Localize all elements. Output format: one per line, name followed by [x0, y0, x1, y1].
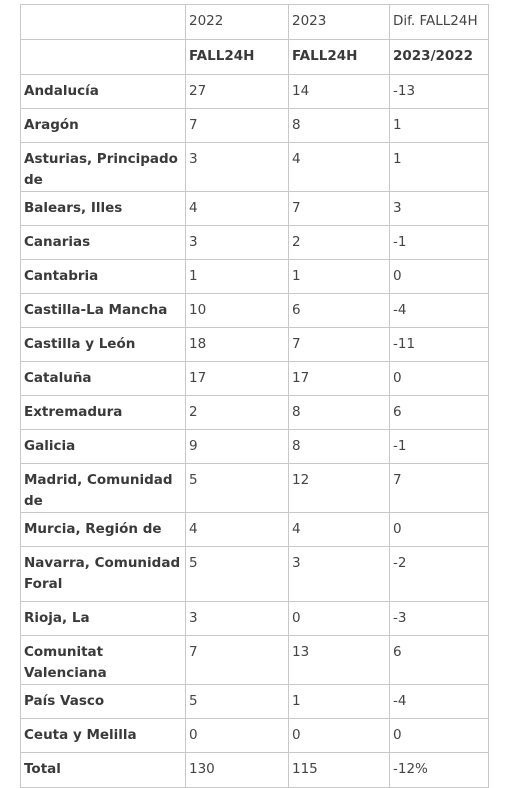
value-2022-cell: 3 [186, 602, 289, 636]
value-2022-cell: 1 [186, 260, 289, 294]
value-2022-cell: 4 [186, 513, 289, 547]
value-2023-cell: 1 [289, 260, 390, 294]
header-row-years [21, 5, 489, 40]
table-row [21, 75, 489, 109]
value-2023-cell: 12 [289, 464, 390, 513]
value-2023-cell: 4 [289, 513, 390, 547]
region-cell: Castilla y León [21, 328, 186, 362]
value-2022-cell: 5 [186, 547, 289, 602]
diff-cell: 0 [390, 513, 489, 547]
region-cell: Canarias [21, 226, 186, 260]
total-label: Total [21, 753, 186, 788]
header-year-2023: 2023 [289, 5, 390, 40]
value-2023-cell: 0 [289, 719, 390, 753]
header-empty-cell [21, 5, 186, 40]
header-diff: Dif. FALL24H [390, 5, 489, 40]
region-cell: Balears, Illes [21, 192, 186, 226]
diff-cell: 6 [390, 636, 489, 685]
total-2022-cell: 130 [186, 753, 289, 788]
table-row [21, 685, 489, 719]
value-2022-cell: 5 [186, 464, 289, 513]
value-2023-cell: 8 [289, 109, 390, 143]
region-cell: Galicia [21, 430, 186, 464]
table-body [21, 5, 489, 788]
region-cell: Aragón [21, 109, 186, 143]
value-2022-cell: 7 [186, 109, 289, 143]
value-2023-cell: 6 [289, 294, 390, 328]
diff-cell: -4 [390, 294, 489, 328]
header-diff-period: 2023/2022 [390, 40, 489, 75]
value-2022-cell: 3 [186, 143, 289, 192]
diff-cell: -13 [390, 75, 489, 109]
region-cell: Ceuta y Melilla [21, 719, 186, 753]
table-row [21, 396, 489, 430]
value-2022-cell: 10 [186, 294, 289, 328]
table-row [21, 547, 489, 602]
header-metric-2022: FALL24H [186, 40, 289, 75]
value-2023-cell: 17 [289, 362, 390, 396]
total-diff-cell: -12% [390, 753, 489, 788]
region-cell: Navarra, Comunidad Foral [21, 547, 186, 602]
table-row [21, 636, 489, 685]
value-2022-cell: 7 [186, 636, 289, 685]
table-row [21, 464, 489, 513]
value-2022-cell: 5 [186, 685, 289, 719]
table-row [21, 513, 489, 547]
region-cell: País Vasco [21, 685, 186, 719]
value-2023-cell: 4 [289, 143, 390, 192]
table-row [21, 294, 489, 328]
value-2022-cell: 9 [186, 430, 289, 464]
value-2023-cell: 8 [289, 396, 390, 430]
diff-cell: -1 [390, 226, 489, 260]
diff-cell: 3 [390, 192, 489, 226]
diff-cell: 1 [390, 143, 489, 192]
diff-cell: -3 [390, 602, 489, 636]
table-row [21, 430, 489, 464]
value-2023-cell: 13 [289, 636, 390, 685]
header-empty-cell [21, 40, 186, 75]
diff-cell: -11 [390, 328, 489, 362]
diff-cell: 0 [390, 260, 489, 294]
value-2023-cell: 1 [289, 685, 390, 719]
region-cell: Asturias, Principado de [21, 143, 186, 192]
header-year-2022: 2022 [186, 5, 289, 40]
value-2022-cell: 0 [186, 719, 289, 753]
diff-cell: 6 [390, 396, 489, 430]
diff-cell: 7 [390, 464, 489, 513]
value-2023-cell: 7 [289, 328, 390, 362]
value-2023-cell: 0 [289, 602, 390, 636]
value-2023-cell: 14 [289, 75, 390, 109]
region-cell: Madrid, Comunidad de [21, 464, 186, 513]
value-2022-cell: 17 [186, 362, 289, 396]
header-row-metric [21, 40, 489, 75]
header-metric-2023: FALL24H [289, 40, 390, 75]
value-2023-cell: 8 [289, 430, 390, 464]
table-row [21, 226, 489, 260]
table-row [21, 260, 489, 294]
value-2022-cell: 2 [186, 396, 289, 430]
table-row [21, 109, 489, 143]
region-cell: Cantabria [21, 260, 186, 294]
region-cell: Castilla-La Mancha [21, 294, 186, 328]
total-2023-cell: 115 [289, 753, 390, 788]
diff-cell: -2 [390, 547, 489, 602]
value-2022-cell: 4 [186, 192, 289, 226]
diff-cell: 0 [390, 362, 489, 396]
table-row [21, 362, 489, 396]
region-cell: Rioja, La [21, 602, 186, 636]
regional-comparison-table [20, 4, 489, 788]
value-2022-cell: 27 [186, 75, 289, 109]
diff-cell: 0 [390, 719, 489, 753]
region-cell: Murcia, Región de [21, 513, 186, 547]
table-row [21, 328, 489, 362]
region-cell: Cataluña [21, 362, 186, 396]
value-2022-cell: 18 [186, 328, 289, 362]
region-cell: Andalucía [21, 75, 186, 109]
diff-cell: -1 [390, 430, 489, 464]
value-2023-cell: 3 [289, 547, 390, 602]
region-cell: Extremadura [21, 396, 186, 430]
table-row [21, 192, 489, 226]
diff-cell: -4 [390, 685, 489, 719]
table-row [21, 602, 489, 636]
region-cell: Comunitat Valenciana [21, 636, 186, 685]
table-row [21, 143, 489, 192]
table-row [21, 719, 489, 753]
value-2023-cell: 7 [289, 192, 390, 226]
value-2023-cell: 2 [289, 226, 390, 260]
value-2022-cell: 3 [186, 226, 289, 260]
total-row [21, 753, 489, 788]
diff-cell: 1 [390, 109, 489, 143]
